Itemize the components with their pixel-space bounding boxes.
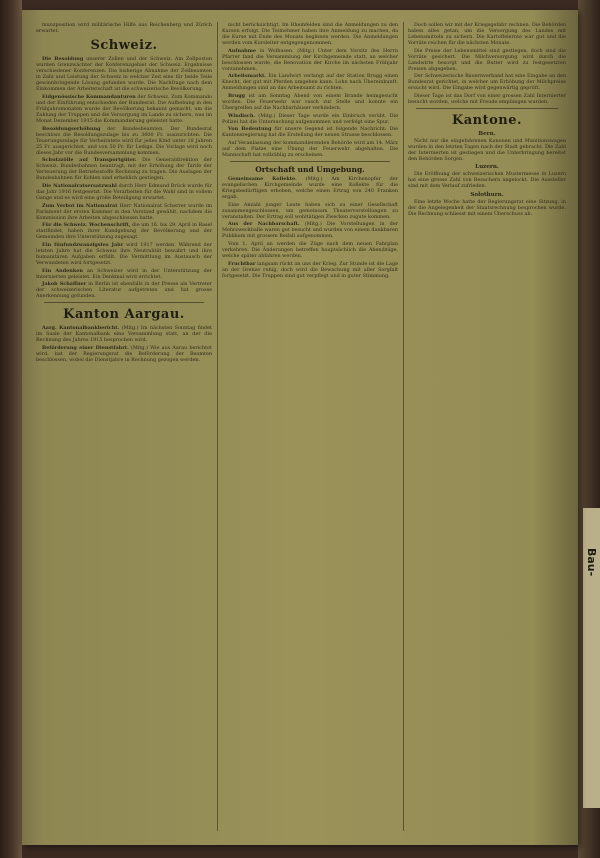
article-text: (Mitg.) Im nächsten Sonntag findet im Saale der Kantonalbank eine Versammlung statt, an der die Rechnung des Jahres 1915 besprochen wird.: [36, 325, 212, 344]
article-text: Auf Veranlassung der kommandierenden Behörde wird am 14. März auf dem Platze eine Übung der Feuerwehr abgehalten. Die Mannschaft hat vollzählig zu erscheinen.: [222, 139, 398, 158]
article-lead: Zum Verbot im Nationalrat: [42, 202, 118, 209]
article-lead: Ein Andenken: [42, 267, 83, 274]
article-text: die um 16. bis 29. April in Basel stattfindet, haben ihrer Kundgebung der Bevölkerung und der Gemeinden ihre Unterstützung zugesagt.: [36, 222, 212, 241]
intro-text: munzposition wird militärische Hilfe aus Reichenberg und Zürich erwartet.: [36, 22, 212, 35]
article-paragraph: [36, 325, 212, 343]
article-paragraph: Eine letzte Woche hatte der Regierungsrat eine Sitzung, in der die Angelegenheit der Staatsrechnung besprochen wurde. Die Rechnung schliesst mit einem Überschuss ab.: [408, 198, 566, 217]
article-text: der Bundesbeamten. Der Bundesrat beschloss die Besoldungszulage bis zu 3600 Fr. auszurichten. Die Teuerungszulage für Verheiratete wird für jedes Kind unter 18 Jahren 25 Fr. ausgerichtet, und von 50 Fr. für Ledige. Die Vorlage wird noch dieses Jahr vor die Bundesversammlung kommen.: [36, 125, 212, 156]
city-heading: Solothurn.: [470, 191, 504, 198]
city-heading: Luzern.: [475, 164, 499, 171]
next-page-edge: [583, 508, 600, 808]
article-paragraph: [36, 126, 212, 156]
article-text: wird 1917 werden. Während der letzten Jahre hat die Schweiz ihre Neutralität bewahrt und ihre humanitären Aufgaben erfüllt. Die Vermittlung im Austausch der Verwundeten wird fortgesetzt.: [36, 241, 212, 267]
article-list: [222, 176, 398, 279]
article-text: (Mitg.) Wie aus Aarau berichtet wird, hat der Regierungsrat die Beförderung der Beamten beschlossen, wobei die Dienstjahre in Rechnung gezogen werden.: [36, 345, 212, 364]
divider: [230, 161, 390, 162]
column-3: [408, 22, 566, 831]
article-paragraph: [408, 22, 566, 46]
article-lead: Brugg: [228, 93, 246, 100]
article-paragraph: [222, 261, 398, 279]
article-paragraph: Die Eröffnung der schweizerischen Mustermesse in Luzern hat eine grosse Zahl von Besuchern angelockt. Die Aussteller sind mit dem Verlauf zufrieden.: [408, 171, 566, 190]
article-lead: Besoldungserhöhung: [42, 125, 101, 132]
article-text: Eine Anzahl junger Leute haben sich zu einer Gesellschaft zusammengeschlossen, um gemeinsam Theatervorstellungen zu veranstalten. Der Ertrag soll wohltätigen Zwecken zugute kommen.: [222, 201, 398, 220]
article-lead: Von Bedeutung: [228, 126, 272, 133]
article-paragraph: [36, 94, 212, 124]
book-binding-left: [0, 0, 22, 858]
article-paragraph: [36, 345, 212, 363]
article-text: in Berlin ist ebenfalls in der Presse als Vertreter der schweizerischen Literatur aufgetreten und hat grosse Anerkennung gefunden.: [36, 281, 212, 300]
article-lead: Die Nationalratsersatzwahl: [42, 183, 117, 190]
article-paragraph: [36, 281, 212, 299]
article-paragraph: [222, 113, 398, 125]
article-lead: Aus der Nachbarschaft.: [228, 221, 300, 228]
article-paragraph: [36, 56, 212, 92]
article-lead: Arbeitsmarkt.: [228, 73, 267, 80]
article-paragraph: [222, 48, 398, 72]
article-lead: Aarg. Kantonalbankbericht.: [42, 325, 120, 332]
article-text: nicht berücksichtigt. Im Rheinfelden sind die Anmeldungen zu den Kursen erfolgt. Die Teilnehmer haben ihre Anmeldung zu machen, da die Kurse mit Ende des Monats beginnen werden. Die Anmeldungen werden vom Kursleiter entgegengenommen.: [222, 22, 398, 47]
section-heading-kantone: Kantone.: [451, 113, 523, 129]
article-lead: Aufnahme: [228, 47, 257, 54]
article-paragraph: [222, 73, 398, 91]
article-text: (Mitg.) Die Vorstellungen in der Mehrzweckhalle waren gut besucht und wurden von einem dankbaren Publikum mit grossem Beifall aufgenommen.: [222, 221, 398, 240]
article-paragraph: [36, 203, 212, 221]
next-page-edge-text: Bau-: [585, 548, 598, 577]
article-lead: Fruchtbar: [228, 260, 256, 267]
article-text: an Schweizer wird in der Unterstützung der Internierten geleistet. Ein Denkmal wird errichtet.: [36, 267, 212, 280]
column-2: [222, 22, 398, 831]
section-heading-schweiz: Schweiz.: [90, 38, 158, 54]
article-paragraph: [222, 202, 398, 220]
article-text: Dieser Tage ist das Dorf von einer grossen Zahl Internierter besucht worden, welche mit Freude empfangen wurden.: [408, 93, 566, 106]
article-paragraph: [222, 126, 398, 138]
article-list: [36, 56, 212, 299]
column-1: [36, 22, 212, 831]
article-paragraph: [36, 268, 212, 280]
article-lead: Gemeinsame Kollekte.: [228, 175, 297, 182]
article-lead: Jakob Schaffner: [42, 281, 87, 288]
article-lead: Für die Schweiz. Wochenschrift,: [42, 222, 131, 229]
article-paragraph: [36, 242, 212, 266]
article-text: durch Herr Edmund Brück wurde für das Jahr 1916 festgesetzt. Die Vorarbeiten für die Wahl sind in vollem Gange und es wird eine große Beteiligung erwartet.: [36, 183, 212, 202]
article-text: der Schweiz. Zum Kommando und der Einführung entschieden der Bundesrat. Die Aufhebung in den Frühjahrsmonaten wurde der Bevölkerung bekannt gemacht, um die Zahlung der Truppen und die Versorgung im Lande zu sichern, was im Monat Dezember 1915 die Kommandierung geleistet hatte.: [36, 93, 212, 125]
article-text: Ein Landwirt verlangt auf der Station Brugg einen Knecht, der gut mit Pferden umgehen kann. Lohn nach Übereinkunft. Anmeldungen sind an das Arbeitsamt zu richten.: [222, 73, 398, 92]
divider: [44, 302, 204, 303]
city-heading: Bern.: [478, 131, 496, 138]
article-lead: Schutzzölle auf Transportgüter.: [42, 157, 137, 164]
sub-heading: Ortschaft und Umgebung.: [255, 164, 365, 174]
article-text: Die Preise der Lebensmittel sind gestiegen, doch sind die Vorräte gesichert. Die Milchversorgung wird durch die Landwirte besorgt und die Butter wird zu festgesetzten Preisen abgegeben.: [408, 47, 566, 72]
article-paragraph: [36, 183, 212, 201]
article-paragraph: Nicht nur die eingefahrenen Kanonen und Munitionswagen wurden in den letzten Tagen nach der Stadt gebracht. Die Zahl der Internierten ist gestiegen und die Unterbringung bereitet den Behörden Sorgen.: [408, 138, 566, 163]
article-lead: Beförderung einer Dienstfahrt.: [42, 345, 129, 352]
article-paragraph: [222, 176, 398, 200]
column-rule: [403, 22, 404, 831]
section-heading-aargau: Kanton Aargau.: [63, 307, 185, 323]
article-text: (Mitg.) Am Kirchenopfer der evangelischen Kirchgemeinde wurde eine Kollekte für die Kriegsbedürftigen erhoben, welche einen Ertrag von 240 Franken ergab.: [222, 175, 398, 201]
article-lead: Windisch.: [228, 112, 256, 119]
article-text: in Wolhusen. (Mitg.) Unter dem Vorsitz des Herrn Pfarrer fand die Versammlung der Kirchgemeinde statt, an welcher beschlossen wurde, die Renovation der Kirche im nächsten Frühjahr vorzunehmen.: [222, 47, 398, 72]
article-list: [408, 22, 566, 105]
article-text: Doch sollen wir mit der Kriegsgefahr rechnen. Die Behörden haben alles getan, um die Versorgung des Landes mit Lebensmitteln zu sichern. Die Kartoffelernte war gut und die Vorräte reichen für die nächsten Monate.: [408, 22, 566, 47]
article-text: Die Generaldirektion der Schweiz. Bundesbahnen beantragt, mit der Erhöhung der Tarife der Verteuerung der Betriebsstoffe Rechnung zu tragen. Die Auslagen der Bundesbahnen für Kohlen sind erheblich gestiegen.: [36, 157, 212, 182]
article-text: für unsere Gegend ist folgende Nachricht: Die Kantonsregierung hat die Erstellung der neuen Strasse beschlossen.: [222, 126, 398, 139]
newspaper-page: [22, 10, 578, 845]
article-paragraph: [222, 93, 398, 111]
article-lead: Die Besoldung: [42, 56, 84, 63]
article-text: Herr Nationalrat Scherrer wurde im Parlament der ersten Kammer in den Vorstand gewählt, nachdem die Kommission ihre Arbeiten abgeschlossen hatte.: [36, 202, 212, 221]
article-list: [408, 131, 566, 217]
article-paragraph: [222, 140, 398, 158]
article-lead: Eidgenössische Kommandanturen: [42, 93, 136, 100]
article-paragraph: [408, 73, 566, 91]
article-text: langsam rückt an uns der Krieg. Zur Stunde ist die Lage an der Grenze ruhig, doch wird die Bewachung mit aller Sorgfalt fortgesetzt. Die Truppen sind gut verpflegt und in guter Stimmung.: [222, 260, 398, 279]
article-text: unserer Zollen und der Schweiz. Am Zollposten wurden Grenzwächter der Konferenzgebiet der Schweiz. Ergebnisse verschiedener Konferenzen. Die bisherige Abnahme der Zollbeamten in Zahl und Leistung der Schweiz in welcher Zeit eine für beide Teile gewinnbringende Lösung gefunden wurde. Die Nachfrage nach dem Einkommen der Arbeiterschaft ist die schweizerische Bevölkerung.: [36, 56, 212, 93]
article-list: [36, 325, 212, 363]
article-paragraph: [408, 93, 566, 105]
divider: [416, 108, 558, 109]
article-paragraph: [222, 22, 398, 46]
article-text: (Mitg.) Dieser Tage wurde ein Einbruch verübt. Die Polizei hat die Untersuchung aufgenommen und verfolgt eine Spur.: [222, 112, 398, 125]
article-text: Vom 1. April an werden die Züge nach dem neuen Fahrplan verkehren. Die Änderungen betreffen hauptsächlich die Abendzüge, welche später abfahren werden.: [222, 240, 398, 260]
article-paragraph: [408, 48, 566, 72]
column-rule: [217, 22, 218, 831]
article-text: Der Schweizerische Bauernverband hat eine Eingabe an den Bundesrat gerichtet, in welcher um Erhöhung der Milchpreise ersucht wird. Die Eingabe wird gegenwärtig geprüft.: [408, 73, 566, 92]
article-list: [222, 22, 398, 158]
article-paragraph: [222, 221, 398, 239]
article-paragraph: [36, 157, 212, 181]
article-text: ist am Sonntag Abend von einem Brande heimgesucht worden. Die Feuerwehr war rasch zur Stelle und konnte ein Übergreifen auf die Nachbarhäuser verhindern.: [222, 93, 398, 112]
article-lead: Ein fünfundzwanzigstes Jahr: [42, 241, 124, 248]
article-paragraph: [222, 241, 398, 259]
article-paragraph: [36, 222, 212, 240]
